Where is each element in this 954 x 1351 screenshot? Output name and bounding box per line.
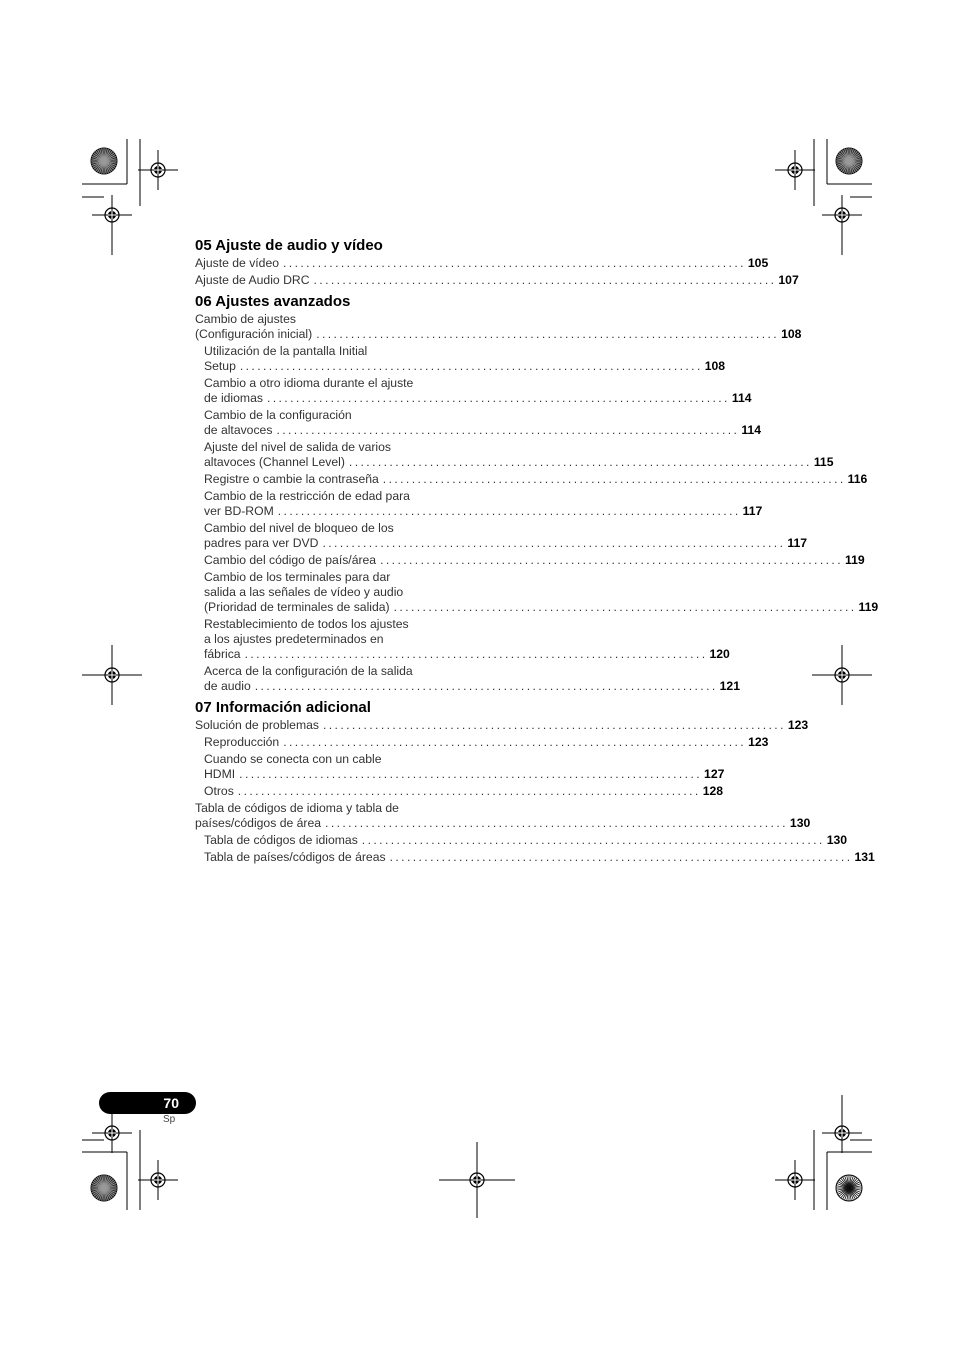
toc-entry[interactable] xyxy=(195,570,879,615)
entry-text: Cuando se conecta con un cable xyxy=(204,752,382,766)
entry-text: Cambio de los terminales para dar xyxy=(204,570,391,584)
dot-leader: ................................................................................ xyxy=(277,504,741,518)
entry-leader-row xyxy=(204,600,879,615)
entry-page-number: 105 xyxy=(747,256,769,270)
registration-crosshair xyxy=(92,195,132,235)
entry-text: Tabla de códigos de idiomas xyxy=(204,833,358,847)
entry-text: de audio xyxy=(204,679,251,693)
entry-text: Tabla de códigos de idioma y tabla de xyxy=(195,801,399,815)
toc-entry[interactable] xyxy=(195,273,799,288)
registration-crosshair xyxy=(812,645,872,705)
dot-leader: ................................................................................ xyxy=(313,273,777,287)
dot-leader: ................................................................................ xyxy=(322,536,786,550)
entry-text: de altavoces xyxy=(204,423,273,437)
entry-text: Ajuste de vídeo xyxy=(195,256,280,270)
toc-entry[interactable] xyxy=(195,344,726,374)
entry-text: países/códigos de área xyxy=(195,816,322,830)
toc-entry[interactable] xyxy=(195,850,875,865)
toc-entry[interactable] xyxy=(195,440,834,470)
entry-leader-row xyxy=(195,327,802,342)
entry-leader-row xyxy=(204,536,808,551)
entry-page-number: 114 xyxy=(731,391,752,405)
entry-page-number: 108 xyxy=(781,327,802,341)
entry-leader-row xyxy=(204,455,834,470)
section-title: 07 Información adicional xyxy=(195,699,371,716)
toc-entry[interactable] xyxy=(195,521,808,551)
toc-entry[interactable] xyxy=(195,312,802,342)
entry-text: Utilización de la pantalla Initial xyxy=(204,344,368,358)
dot-leader: ................................................................................ xyxy=(382,472,846,486)
toc-entry[interactable] xyxy=(195,735,769,750)
entry-leader-row xyxy=(195,718,809,733)
dot-leader: ................................................................................ xyxy=(254,679,718,693)
entry-text: Cambio de la restricción de edad para xyxy=(204,489,410,503)
page-language-code: Sp xyxy=(163,1114,176,1125)
toc-entry[interactable] xyxy=(195,752,725,782)
toc-entry[interactable] xyxy=(195,664,740,694)
entry-page-number: 128 xyxy=(702,784,724,798)
dot-leader: ................................................................................ xyxy=(389,850,853,864)
entry-text: Reproducción xyxy=(204,735,280,749)
entry-page-number: 107 xyxy=(778,273,799,287)
dot-leader: ................................................................................ xyxy=(348,455,812,469)
entry-leader-row xyxy=(204,359,726,374)
registration-crosshair xyxy=(439,1142,515,1218)
entry-text: (Prioridad de terminales de salida) xyxy=(204,600,390,614)
toc-entry[interactable] xyxy=(195,801,811,831)
table-of-contents xyxy=(195,236,879,869)
registration-crosshair xyxy=(775,1160,815,1200)
toc-entry[interactable] xyxy=(195,617,730,662)
entry-leader-row xyxy=(204,735,769,750)
toc-entry[interactable] xyxy=(195,718,809,733)
toc-entry[interactable] xyxy=(195,376,752,406)
dot-leader: ................................................................................ xyxy=(239,767,703,781)
toc-entry[interactable] xyxy=(195,472,868,487)
toc-section xyxy=(195,292,879,694)
entry-text: Cambio a otro idioma durante el ajuste xyxy=(204,376,414,390)
registration-crosshair xyxy=(92,1113,132,1153)
entry-leader-row xyxy=(204,833,848,848)
page-number: 70 xyxy=(163,1095,179,1111)
entry-text: Restablecimiento de todos los ajustes xyxy=(204,617,409,631)
registration-crosshair xyxy=(138,150,178,190)
entry-page-number: 123 xyxy=(748,735,769,749)
entry-text: Tabla de países/códigos de áreas xyxy=(204,850,386,864)
entry-text: altavoces (Channel Level) xyxy=(204,455,345,469)
dot-leader: ................................................................................ xyxy=(244,647,708,661)
entry-text: Setup xyxy=(204,359,236,373)
section-title: 05 Ajuste de audio y vídeo xyxy=(195,237,383,254)
entry-page-number: 117 xyxy=(742,504,763,518)
registration-crosshair xyxy=(82,645,142,705)
dot-leader: ................................................................................ xyxy=(283,256,746,270)
entry-text: Cambio del código de país/área xyxy=(204,553,377,567)
entry-leader-row xyxy=(204,647,730,662)
entry-leader-row xyxy=(204,767,725,782)
entry-page-number: 121 xyxy=(719,679,740,693)
entry-text: Ajuste de Audio DRC xyxy=(195,273,310,287)
entry-page-number: 108 xyxy=(704,359,726,373)
page-number-badge xyxy=(99,1092,196,1114)
registration-crosshair xyxy=(138,1160,178,1200)
toc-section xyxy=(195,698,875,865)
dot-leader: ................................................................................ xyxy=(393,600,857,614)
dot-leader: ................................................................................ xyxy=(283,735,747,749)
toc-entry[interactable] xyxy=(195,489,763,519)
entry-text: Acerca de la configuración de la salida xyxy=(204,664,413,678)
entry-page-number: 123 xyxy=(787,718,809,732)
registration-crosshair xyxy=(822,195,862,235)
entry-page-number: 115 xyxy=(813,455,834,469)
entry-text: ver BD-ROM xyxy=(204,504,274,518)
dot-leader: ................................................................................ xyxy=(325,816,788,830)
entry-page-number: 131 xyxy=(854,850,875,864)
entry-page-number: 114 xyxy=(741,423,761,437)
entry-text: Otros xyxy=(204,784,234,798)
entry-text: HDMI xyxy=(204,767,236,781)
entry-text: Registre o cambie la contraseña xyxy=(204,472,379,486)
entry-page-number: 130 xyxy=(789,816,811,830)
dot-leader: ................................................................................ xyxy=(322,718,786,732)
dot-leader: ................................................................................ xyxy=(380,553,843,567)
starburst-target xyxy=(91,1175,117,1201)
entry-text: a los ajustes predeterminados en xyxy=(204,632,384,646)
entry-leader-row xyxy=(204,553,865,568)
entry-text: salida a las señales de vídeo y audio xyxy=(204,585,404,599)
dot-leader: ................................................................................ xyxy=(239,359,703,373)
entry-leader-row xyxy=(195,256,769,271)
toc-section xyxy=(195,236,799,288)
entry-text: (Configuración inicial) xyxy=(195,327,313,341)
toc-entry[interactable] xyxy=(195,784,724,799)
registration-crosshair xyxy=(822,1113,862,1153)
entry-leader-row xyxy=(204,472,868,487)
entry-leader-row xyxy=(204,504,763,519)
starburst-target xyxy=(836,148,862,174)
entry-leader-row xyxy=(204,784,724,799)
registration-crosshair xyxy=(775,150,815,190)
dot-leader: ................................................................................ xyxy=(316,327,780,341)
entry-text: Cambio de la configuración xyxy=(204,408,352,422)
entry-text: Cambio del nivel de bloqueo de los xyxy=(204,521,394,535)
entry-text: Ajuste del nivel de salida de varios xyxy=(204,440,391,454)
toc-entry[interactable] xyxy=(195,553,865,568)
entry-page-number: 127 xyxy=(704,767,725,781)
entry-leader-row xyxy=(195,816,811,831)
entry-text: fábrica xyxy=(204,647,241,661)
entry-text: padres para ver DVD xyxy=(204,536,319,550)
starburst-target xyxy=(836,1175,862,1201)
toc-entry[interactable] xyxy=(195,408,761,438)
toc-entry[interactable] xyxy=(195,256,769,271)
entry-text: Cambio de ajustes xyxy=(195,312,296,326)
dot-leader: ................................................................................ xyxy=(237,784,701,798)
toc-entry[interactable] xyxy=(195,833,848,848)
entry-page-number: 120 xyxy=(709,647,730,661)
dot-leader: ................................................................................ xyxy=(361,833,825,847)
entry-leader-row xyxy=(204,423,761,438)
dot-leader: ................................................................................ xyxy=(276,423,740,437)
entry-text: de idiomas xyxy=(204,391,263,405)
entry-page-number: 130 xyxy=(826,833,848,847)
starburst-target xyxy=(91,148,117,174)
entry-leader-row xyxy=(204,679,740,694)
entry-leader-row xyxy=(204,850,875,865)
entry-leader-row xyxy=(204,391,752,406)
entry-leader-row xyxy=(195,273,799,288)
dot-leader: ................................................................................ xyxy=(266,391,730,405)
entry-page-number: 116 xyxy=(847,472,868,486)
section-title: 06 Ajustes avanzados xyxy=(195,293,351,310)
entry-text: Solución de problemas xyxy=(195,718,319,732)
entry-page-number: 119 xyxy=(844,553,865,567)
entry-page-number: 117 xyxy=(787,536,808,550)
entry-page-number: 119 xyxy=(858,600,879,614)
